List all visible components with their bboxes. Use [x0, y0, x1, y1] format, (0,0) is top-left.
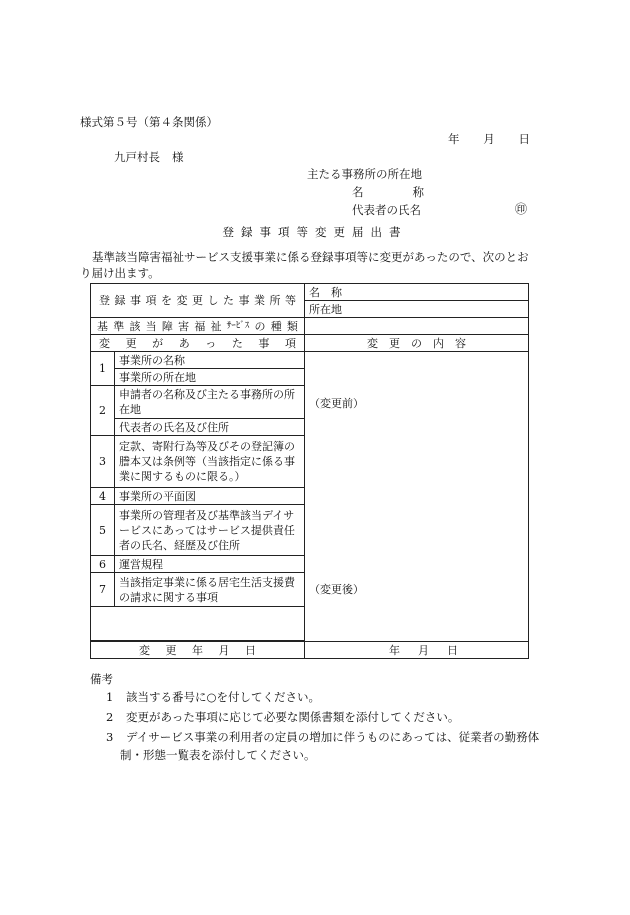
note-text: 変更があった事項に応じて必要な関係書類を添付してください。 [126, 710, 460, 724]
change-date-field[interactable] [305, 642, 529, 659]
item-label: 事業所の平面図 [115, 488, 305, 505]
header-char: の [411, 336, 422, 350]
note-item [106, 710, 459, 724]
date-month: 月 [483, 132, 495, 146]
after-label: （変更後） [309, 583, 364, 596]
representative-name-label: 代表者の氏名 [352, 203, 421, 217]
note-item [106, 730, 539, 744]
header-char: た [231, 336, 243, 350]
addressee [114, 150, 184, 164]
service-type-field[interactable] [305, 318, 529, 335]
applicant-name-label-part: 名 [352, 185, 364, 199]
addressee-suffix: 様 [172, 150, 184, 164]
date-label-char: 日 [245, 643, 256, 657]
changed-item-header [91, 335, 305, 352]
before-section [309, 396, 524, 582]
header-char: あ [178, 336, 190, 350]
intro-line-2: り届け出ます。 [80, 266, 160, 280]
office-label: 登 録 事 項 を 変 更 し た 事 業 所 等 [99, 294, 296, 307]
date-year: 年 [448, 132, 460, 146]
item-label: 定款、寄附行為等及びその登記簿の謄本又は条例等（当該指定に係る事業に関するものに限る。） [115, 436, 305, 488]
item-number[interactable]: 3 [91, 436, 115, 488]
header-char: 更 [125, 336, 137, 350]
header-char: 変 [367, 336, 378, 350]
header-char: 内 [433, 336, 444, 350]
header-char: 変 [99, 336, 110, 350]
item-number[interactable]: 4 [91, 488, 115, 505]
date-label-char: 年 [192, 643, 203, 657]
date-day: 日 [518, 132, 530, 146]
office-location-field[interactable]: 所在地 [305, 301, 529, 318]
change-content-cell[interactable] [305, 352, 529, 642]
submission-date [448, 132, 530, 146]
date-label-char: 更 [165, 643, 177, 657]
applicant-name-label [352, 185, 424, 199]
office-name-field[interactable]: 名 称 [305, 284, 529, 301]
intro-line-1: 基準該当障害福祉サービス支援事業に係る登録事項等に変更があったので、次のとお [92, 250, 529, 264]
applicant-office-location-label: 主たる事務所の所在地 [307, 167, 422, 181]
seal-mark: ㊞ [515, 202, 528, 216]
item-label: 事業所の名称 [115, 352, 305, 369]
form-number: 様式第５号（第４条関係） [80, 115, 218, 129]
header-char: っ [205, 336, 217, 350]
date-value-char: 年 [389, 643, 400, 657]
item-label: 当該指定事業に係る居宅生活支援費の請求に関する事項 [115, 573, 305, 607]
header-char: 容 [455, 336, 466, 350]
header-char: 事 [258, 336, 270, 350]
service-type-label-cell [91, 318, 305, 335]
date-value-char: 日 [447, 643, 458, 657]
item-label: 代表者の氏名及び住所 [115, 419, 305, 436]
item-number[interactable]: 7 [91, 573, 115, 607]
item-number[interactable]: 1 [91, 352, 115, 386]
note-number: 3 [106, 730, 114, 744]
note-number: 2 [106, 710, 114, 724]
note-text: デイサービス事業の利用者の定員の増加に伴うものにあっては、従業者の勤務体 [126, 730, 540, 744]
note-text: 該当する番号に○を付してください。 [126, 690, 321, 704]
change-notification-table [90, 283, 529, 659]
note-text-continued: 制・形態一覧表を添付してください。 [120, 748, 316, 762]
change-content-header [305, 335, 529, 352]
date-label-char: 月 [218, 643, 230, 657]
item-number[interactable]: 5 [91, 505, 115, 556]
item-label: 運営規程 [115, 556, 305, 573]
header-char: 項 [284, 336, 296, 350]
item-number[interactable]: 2 [91, 386, 115, 436]
service-type-label: 基 準 該 当 障 害 福 祉 ｻｰﾋﾞｽ の 種 類 [97, 319, 298, 333]
note-item [106, 690, 320, 704]
empty-item-cell[interactable] [91, 607, 305, 641]
item-label: 事業所の管理者及び基準該当デイサービスにあってはサービス提供責任者の氏名、経歴及び住所 [115, 505, 305, 556]
date-value-char: 月 [418, 643, 429, 657]
header-char: が [152, 336, 164, 350]
item-label: 申請者の名称及び主たる事務所の所在地 [115, 386, 305, 419]
addressee-name: 九戸村長 [114, 150, 160, 164]
header-char: 更 [389, 336, 400, 350]
after-section [309, 582, 524, 597]
date-label-char: 変 [139, 643, 150, 657]
note-number: 1 [106, 690, 114, 704]
document-title: 登録事項等変更届出書 [222, 225, 408, 239]
item-label: 事業所の所在地 [115, 369, 305, 386]
notes-title: 備考 [90, 672, 113, 686]
office-label-cell [91, 284, 305, 318]
change-date-label [91, 642, 305, 659]
before-label: （変更前） [309, 397, 364, 410]
item-number[interactable]: 6 [91, 556, 115, 573]
applicant-name-label-part: 称 [412, 185, 424, 199]
